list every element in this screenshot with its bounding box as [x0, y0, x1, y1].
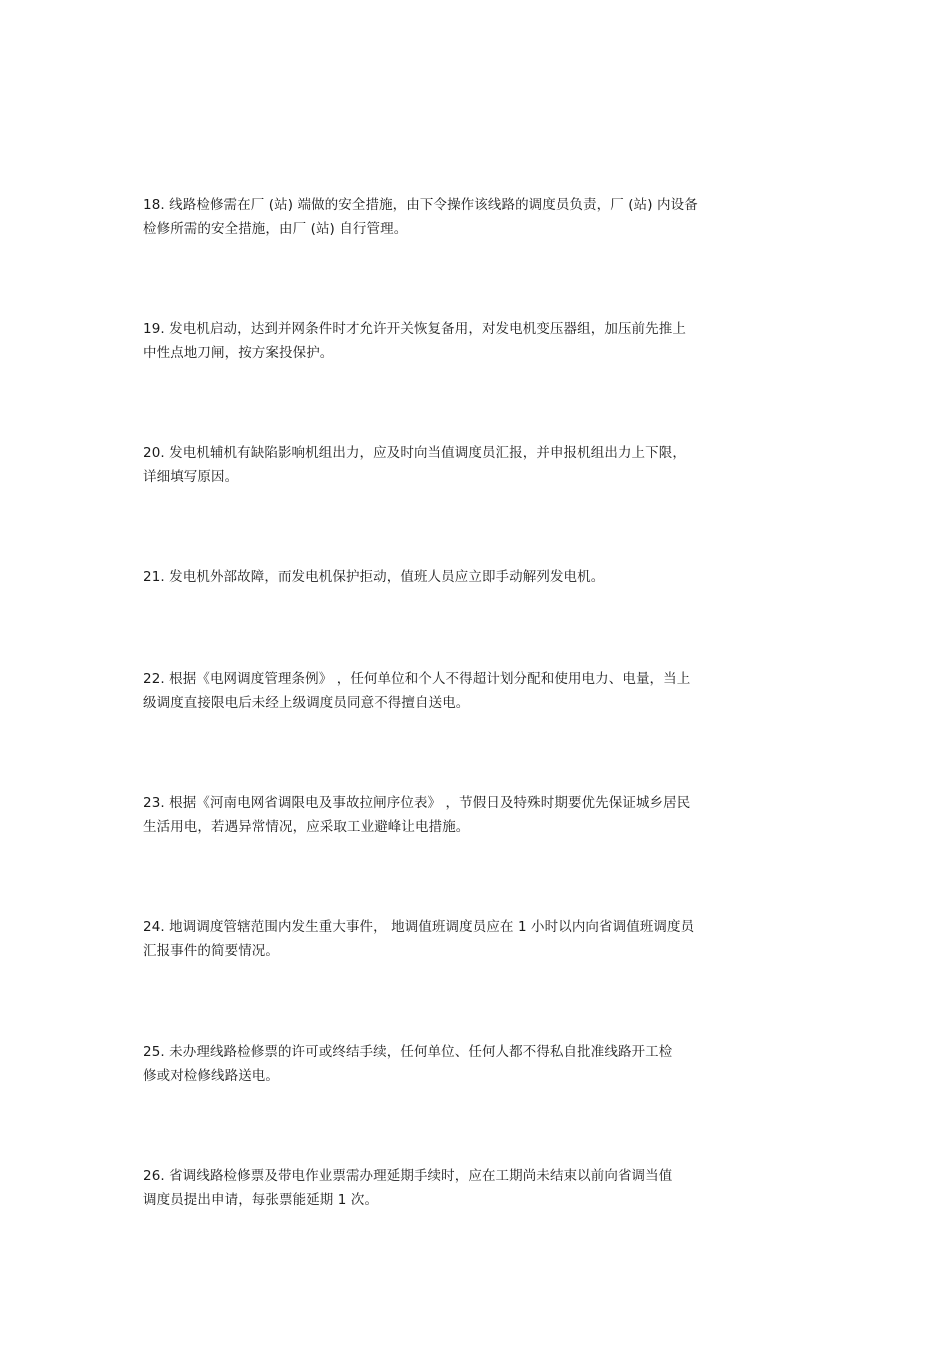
- question-line: 详细填写原因。: [143, 469, 239, 485]
- question-19: [143, 317, 813, 365]
- question-line: 23. 根据《河南电网省调限电及事故拉闸序位表》 ，节假日及特殊时期要优先保证城乡居民: [143, 795, 691, 811]
- question-line: 生活用电，若遇异常情况，应采取工业避峰让电措施。: [143, 819, 470, 835]
- question-line: 检修所需的安全措施，由厂 (站) 自行管理。: [143, 221, 408, 237]
- question-line: 汇报事件的简要情况。: [143, 943, 279, 959]
- question-line: 26. 省调线路检修票及带电作业票需办理延期手续时，应在工期尚未结束以前向省调当值: [143, 1168, 673, 1184]
- question-line: 20. 发电机辅机有缺陷影响机组出力，应及时向当值调度员汇报，并申报机组出力上下限，: [143, 445, 686, 461]
- question-line: 级调度直接限电后未经上级调度员同意不得擅自送电。: [143, 695, 470, 711]
- question-line: 调度员提出申请，每张票能延期 1 次。: [143, 1192, 379, 1208]
- question-24: [143, 915, 813, 963]
- question-line: 21. 发电机外部故障，而发电机保护拒动，值班人员应立即手动解列发电机。: [143, 569, 605, 585]
- question-26: [143, 1164, 813, 1212]
- question-line: 22. 根据《电网调度管理条例》 ，任何单位和个人不得超计划分配和使用电力、电量，当上: [143, 671, 691, 687]
- question-line: 中性点地刀闸，按方案投保护。: [143, 345, 334, 361]
- question-line: 25. 未办理线路检修票的许可或终结手续，任何单位、任何人都不得私自批准线路开工检: [143, 1044, 673, 1060]
- question-18: [143, 193, 813, 241]
- question-line: 19. 发电机启动，达到并网条件时才允许开关恢复备用，对发电机变压器组，加压前先推上: [143, 321, 686, 337]
- question-25: [143, 1040, 813, 1088]
- question-line: 18. 线路检修需在厂 (站) 端做的安全措施，由下令操作该线路的调度员负责，厂 (站) 内设备: [143, 197, 698, 213]
- question-21: [143, 565, 813, 589]
- question-23: [143, 791, 813, 839]
- question-line: 24. 地调调度管辖范围内发生重大事件， 地调值班调度员应在 1 小时以内向省调值班调度员: [143, 919, 695, 935]
- question-22: [143, 667, 813, 715]
- question-line: 修或对检修线路送电。: [143, 1068, 279, 1084]
- question-20: [143, 441, 813, 489]
